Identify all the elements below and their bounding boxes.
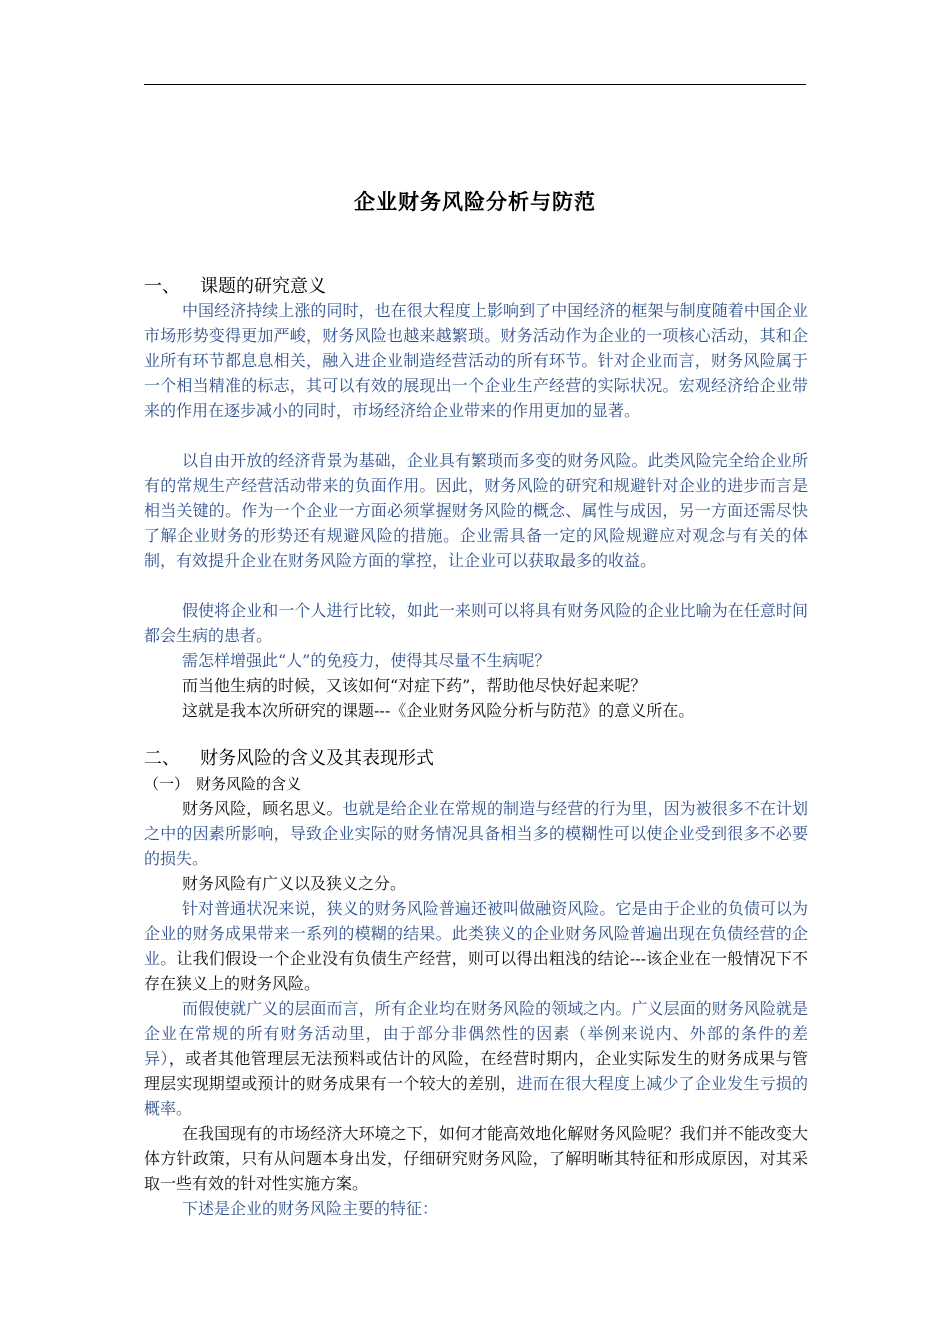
- s2-p3-part-1: 针对普通状况来说，狭义的财务风险普遍还被叫做融资风险。它是由于企业的负债可以为企业的财务成果带来一系列的模糊的结果。此类狭义的企业财务风险普遍出现在负债经营的企业。: [144, 899, 808, 968]
- section-2-title: 财务风险的含义及其表现形式: [200, 748, 434, 769]
- s2-paragraph-4: [144, 996, 808, 1121]
- s2-paragraph-3: [144, 896, 808, 996]
- s2-p4-part-2: ，或者其他管理层无法预料或估计的风险，在经营时期内，企业实际发生的财务成果与管理层实现期望或预计的财务成果有一个较大的差别，: [144, 1049, 808, 1093]
- s2-p4-part-3: 进而在很大程度上减少了企业发生亏损的概率。: [144, 1074, 808, 1118]
- s2-paragraph-1: [144, 796, 808, 871]
- s2-paragraph-5: 在我国现有的市场经济大环境之下，如何才能高效地化解财务风险呢？我们并不能改变大体方针政策，只有从问题本身出发，仔细研究财务风险，了解明晰其特征和形成原因，对其采取一些有效的针对性实施方案。: [144, 1124, 808, 1193]
- s2-paragraph-2: 财务风险有广义以及狭义之分。: [182, 874, 407, 893]
- s1-paragraph-1: 中国经济持续上涨的同时，也在很大程度上影响到了中国经济的框架与制度随着中国企业市场形势变得更加严峻，财务风险也越来越繁琐。财务活动作为企业的一项核心活动，其和企业所有环节都息息相关，融入进企业制造经营活动的所有环节。针对企业而言，财务风险属于一个相当精准的标志，其可以有效的展现出一个企业生产经营的实际状况。宏观经济给企业带来的作用在逐步减小的同时，市场经济给企业带来的作用更加的显著。: [144, 301, 808, 420]
- s2-p1-lead: 财务风险，顾名思义。: [182, 799, 343, 818]
- section-1-number: 一、: [144, 276, 180, 297]
- section-1-title: 课题的研究意义: [200, 276, 326, 297]
- document-title: 企业财务风险分析与防范: [354, 190, 596, 214]
- subsection-2-1-title: 财务风险的含义: [196, 775, 302, 793]
- subsection-2-1-number: （一）: [144, 775, 190, 793]
- s1-paragraph-3: 假使将企业和一个人进行比较，如此一来则可以将具有财务风险的企业比喻为在任意时间都会生病的患者。: [144, 601, 808, 645]
- s2-p4-part-1: 而假使就广义的层面而言，所有企业均在财务风险的领域之内。广义层面的财务风险就是企业在常规的所有财务活动里，由于部分非偶然性的因素（举例来说内、外部的条件的差异）: [144, 999, 808, 1068]
- s1-paragraph-2: 以自由开放的经济背景为基础，企业具有繁琐而多变的财务风险。此类风险完全给企业所有的常规生产经营活动带来的负面作用。因此，财务风险的研究和规避针对企业的进步而言是相当关键的。作为一个企业一方面必须掌握财务风险的概念、属性与成因，另一方面还需尽快了解企业财务的形势还有规避风险的措施。企业需具备一定的风险规避应对观念与有关的体制，有效提升企业在财务风险方面的掌控，让企业可以获取最多的收益。: [144, 451, 808, 570]
- s1-paragraph-5: 而当他生病的时候，又该如何“对症下药”，帮助他尽快好起来呢？: [182, 676, 647, 695]
- s1-paragraph-4: 需怎样增强此“人”的免疫力，使得其尽量不生病呢？: [182, 651, 551, 670]
- s2-p3-part-2: 让我们假设一个企业没有负债生产经营，则可以得出粗浅的结论---该企业在一般情况下不存在狭义上的财务风险。: [144, 949, 808, 993]
- section-1-heading: [144, 275, 326, 299]
- s2-p1-body: 也就是给企业在常规的制造与经营的行为里，因为被很多不在计划之中的因素所影响，导致企业实际的财务情况具备相当多的模糊性可以使企业受到很多不必要的损失。: [144, 799, 808, 868]
- s1-paragraph-6: 这就是我本次所研究的课题---《企业财务风险分析与防范》的意义所在。: [182, 701, 695, 720]
- s2-paragraph-6: 下述是企业的财务风险主要的特征：: [182, 1199, 439, 1218]
- subsection-2-1-heading: [144, 773, 301, 795]
- section-2-number: 二、: [144, 748, 180, 769]
- header-rule: [144, 84, 806, 85]
- section-2-heading: [144, 747, 434, 771]
